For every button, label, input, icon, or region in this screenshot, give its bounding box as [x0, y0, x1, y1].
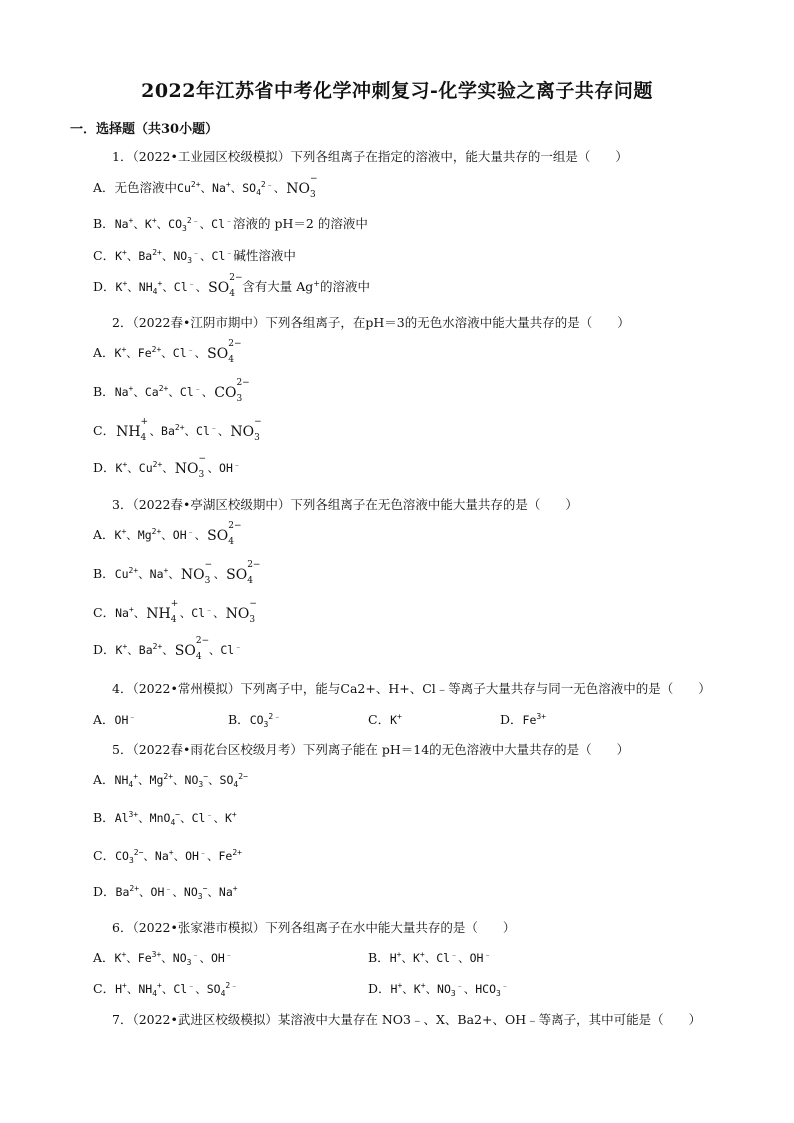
question-6-option-d: D．H+、K+、$NO_3^﹣$、$HCO_3^﹣$ — [368, 981, 509, 998]
question-5-option-d: D．$Ba^{2+}$、OH﹣、$NO_3^-$、Na+ — [93, 884, 238, 901]
question-2-option-a: A．K+、$Fe^{2+}$、Cl﹣、SO 2− 4 — [93, 338, 242, 365]
question-5-option-b: B．$Al^{3+}$、MnO$_4$−、Cl﹣、K+ — [93, 810, 237, 827]
question-5-stem: 5．（2022春•雨花台区校级月考）下列离子能在 pH＝14的无色溶液中大量共存的是（ ） — [112, 742, 630, 757]
question-6-option-a: A．K+、$Fe^{3+}$、$NO_3^﹣$、OH﹣ — [93, 950, 233, 967]
question-6-option-b: B．H+、K+、Cl﹣、OH﹣ — [368, 950, 492, 965]
question-2-stem: 2．（2022春•江阴市期中）下列各组离子，在pH＝3的无色水溶液中能大量共存的是（ ） — [112, 315, 630, 330]
question-3-option-b: B．$Cu^{2+}$、Na+、NO − 3 、SO 2− 4 — [93, 559, 261, 586]
question-5-option-c: C．$CO_3^{2-}$、Na+、OH﹣、$Fe^{2+}$ — [93, 848, 242, 865]
question-1-option-a: A．无色溶液中$Cu^{2+}$、Na+、$SO_4^{2﹣}$、NO − 3 — [93, 173, 318, 200]
section-heading: 一．选择题（共30小题） — [70, 122, 219, 137]
question-1-stem: 1．（2022•工业园区校级模拟）下列各组离子在指定的溶液中，能大量共存的一组是（ ） — [112, 149, 628, 164]
question-4-stem: 4．（2022•常州模拟）下列离子中，能与Ca2+、H+、Cl﹣等离子大量共存与同一无色溶液中的是（ ） — [112, 681, 711, 696]
page-title: 2022年江苏省中考化学冲刺复习-化学实验之离子共存问题 — [141, 80, 653, 102]
question-6-option-c: C．H+、$NH_4^+$、Cl﹣、$SO_4^{2﹣}$ — [93, 981, 239, 998]
question-4-option-d: D．$Fe^{3+}$ — [500, 712, 547, 727]
question-3-stem: 3．（2022春•亭湖区校级期中）下列各组离子在无色溶液中能大量共存的是（ ） — [112, 497, 578, 512]
question-3-option-d: D．K+、$Ba^{2+}$、SO 2− 4 、Cl﹣ — [93, 635, 243, 662]
question-6-stem: 6．（2022•张家港市模拟）下列各组离子在水中能大量共存的是（ ） — [112, 920, 516, 935]
question-3-option-c: C．Na+、NH + 4 、Cl﹣、NO − 3 — [93, 598, 257, 625]
question-2-option-b: B．Na+、$Ca^{2+}$、Cl﹣、CO 2− 3 — [93, 377, 250, 404]
question-4-option-c: C．K+ — [368, 712, 402, 727]
question-3-option-a: A．K+、$Mg^{2+}$、OH﹣、SO 2− 4 — [93, 520, 242, 547]
question-7-stem: 7．（2022•武进区校级模拟）某溶液中大量存在 NO3﹣、X、Ba2+、OH﹣等离子，其中可能是（ ） — [112, 1012, 702, 1027]
question-1-option-c: C．K+、$Ba^{2+}$、$NO_3^﹣$、Cl﹣碱性溶液中 — [93, 248, 296, 265]
question-1-option-b: B．Na+、K+、$CO_3^{2﹣}$、Cl﹣溶液的 pH＝2 的溶液中 — [93, 216, 368, 233]
question-2-option-c: C．NH + 4 、$Ba^{2+}$、Cl﹣、NO − 3 — [93, 416, 262, 443]
question-4-option-b: B．$CO_3^{2﹣}$ — [228, 712, 282, 729]
question-4-option-a: A．OH﹣ — [93, 712, 137, 727]
question-5-option-a: A．$NH_4^+$、$Mg^{2+}$、$NO_3^-$、$SO_4^{2-}$ — [93, 772, 248, 789]
question-1-option-d: D．K+、$NH_4^+$、Cl﹣、SO 2− 4 含有大量 Ag+的溶液中 — [93, 272, 370, 299]
question-2-option-d: D．K+、$Cu^{2+}$、NO − 3 、OH﹣ — [93, 453, 241, 480]
